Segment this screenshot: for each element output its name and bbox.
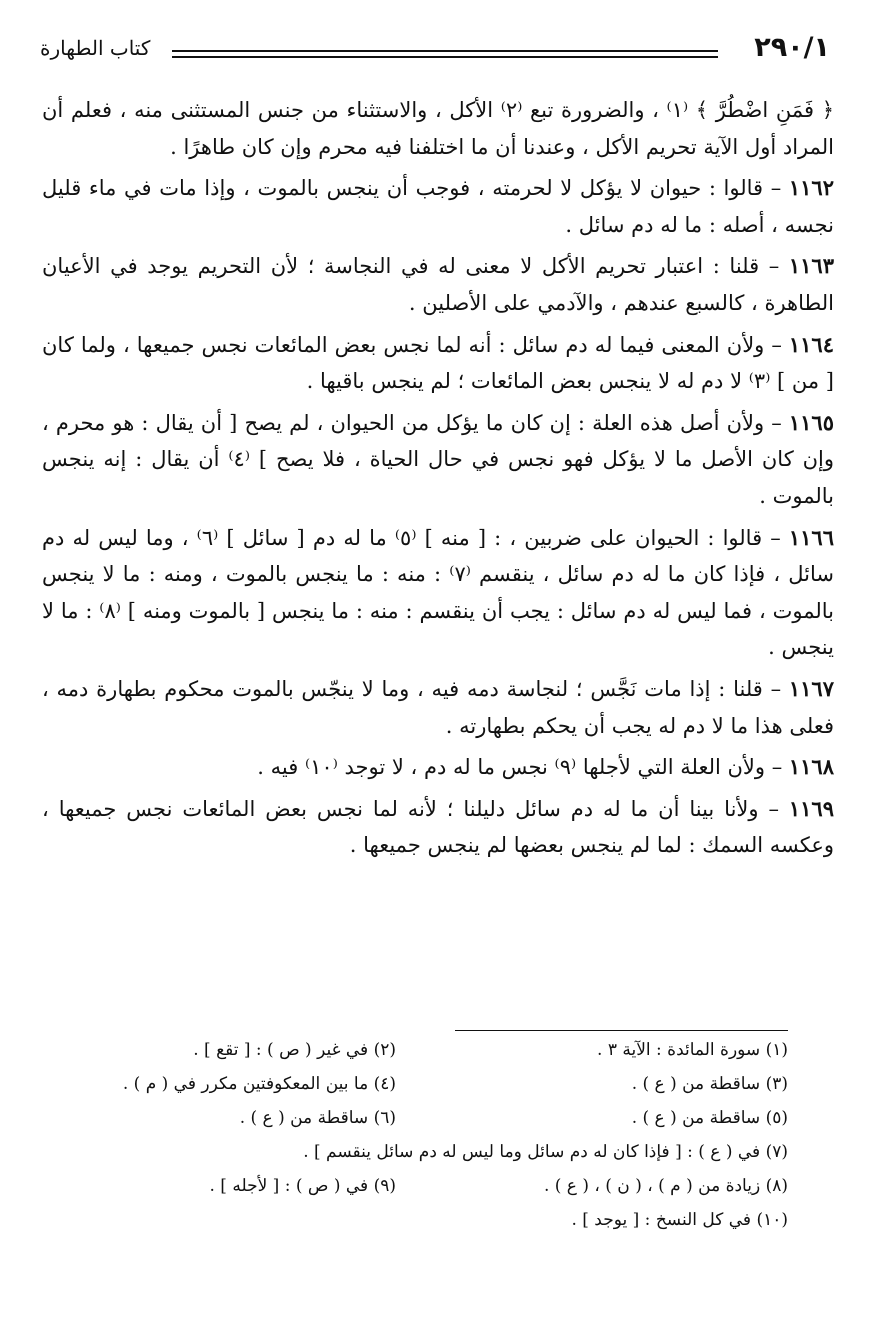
header-double-rule (172, 50, 718, 58)
footnote: (١٠) في كل النسخ : [ يوجد ] . (571, 1210, 788, 1230)
footnote-row (60, 1040, 788, 1074)
paragraph (42, 671, 834, 744)
paragraph-number: ١١٦٩ (788, 795, 834, 821)
footnote-row (60, 1074, 788, 1108)
footnote: (٧) في ( ع ) : [ فإذا كان له دم سائل وما ليس له دم سائل ينقسم ] . (303, 1142, 788, 1162)
page-number: ٢٩٠/١ (754, 32, 830, 63)
paragraph (42, 520, 834, 666)
paragraph-number: ١١٦٦ (788, 524, 834, 550)
footnote-row (60, 1142, 788, 1176)
page-header (40, 28, 830, 68)
footnote-row (60, 1176, 788, 1210)
paragraph (42, 327, 834, 400)
paragraph-text: – ولأنا بينا أن ما له دم سائل دليلنا ؛ لأنه لما نجس بعض المائعات نجس جميعها ، وعكسه السمك : لما لم ينجس بعضها لم ينجس جميعها . (42, 796, 834, 858)
paragraph-number: ١١٦٤ (788, 331, 834, 357)
footnote: (٩) في ( ص ) : [ لأجله ] . (209, 1176, 396, 1196)
main-text (42, 92, 834, 869)
footnote: (١) سورة المائدة : الآية ٣ . (597, 1040, 788, 1060)
paragraph-text: – قالوا : حيوان لا يؤكل لا لحرمته ، فوجب أن ينجس بالموت ، وإذا مات في ماء قليل نجسه ، أصله : ما له دم سائل . (42, 176, 834, 237)
paragraph (42, 248, 834, 321)
footnote: (٥) ساقطة من ( ع ) . (631, 1108, 788, 1128)
footnote: (٤) ما بين المعكوفتين مكرر في ( م ) . (122, 1074, 396, 1094)
paragraph-text: ﴿ فَمَنِ اضْطُرَّ ﴾ ⁽١⁾ ، والضرورة تبع ⁽٢⁾ الأكل ، والاستثناء من جنس المستثنى منه ، فعلم أن المراد أول الآية تحريم الأكل ، وعندنا أن ما اختلفنا فيه محرم وإن كان طاهرًا . (42, 98, 834, 159)
paragraph-text: – ولأن العلة التي لأجلها ⁽٩⁾ نجس ما له دم ، لا توجد ⁽١٠⁾ فيه . (257, 755, 789, 780)
paragraph-number: ١١٦٧ (788, 675, 834, 701)
paragraph-text: – ولأن أصل هذه العلة : إن كان ما يؤكل من الحيوان ، لم يصح [ أن يقال : هو محرم ، وإن كان الأصل ما لا يؤكل فهو نجس في حال الحياة ، فلا يصح ] ⁽٤⁾ أن يقال : إنه ينجس بالموت . (42, 410, 834, 508)
footnote: (٦) ساقطة من ( ع ) . (239, 1108, 396, 1128)
paragraph-number: ١١٦٢ (788, 175, 834, 201)
paragraph (42, 405, 834, 515)
footnotes (60, 1040, 788, 1244)
footnote: (٨) زيادة من ( م ) ، ( ن ) ، ( ع ) . (543, 1176, 788, 1196)
footnote-divider (455, 1030, 788, 1031)
paragraph-text: – ولأن المعنى فيما له دم سائل : أنه لما نجس بعض المائعات نجس جميعها ، ولما كان [ من ] ⁽٣⁾ لا دم له لا ينجس بعض المائعات ؛ لم ينجس باقيها . (42, 332, 834, 394)
paragraph (42, 791, 834, 864)
paragraph-number: ١١٦٨ (788, 754, 834, 780)
paragraph (42, 92, 834, 165)
paragraph-number: ١١٦٣ (788, 253, 834, 279)
paragraph-text: – قالوا : الحيوان على ضربين ، : [ منه ] ⁽٥⁾ ما له دم [ سائل ] ⁽٦⁾ ، وما ليس له دم سائل ، فإذا كان ما له دم سائل ، ينقسم ⁽٧⁾ : منه : ما ينجس بالموت ، ومنه : ما لا ينجس بالموت ، فما ليس له دم سائل : يجب أن ينقسم : منه : ما ينجس [ بالموت ومنه ] ⁽٨⁾ : ما لا ينجس . (42, 525, 834, 660)
footnote: (٢) في غير ( ص ) : [ تقع ] . (193, 1040, 396, 1060)
paragraph (42, 749, 834, 786)
footnote-row (60, 1108, 788, 1142)
paragraph-number: ١١٦٥ (788, 409, 834, 435)
paragraph-text: – قلنا : اعتبار تحريم الأكل لا معنى له في النجاسة ؛ لأن التحريم يوجد في الأعيان الطاهرة ، كالسبع عندهم ، والآدمي على الأصلين . (42, 254, 834, 315)
footnote-row (60, 1210, 788, 1244)
book-title: كتاب الطهارة (40, 36, 151, 60)
footnote: (٣) ساقطة من ( ع ) . (631, 1074, 788, 1094)
paragraph-text: – قلنا : إذا مات نَجَّس ؛ لنجاسة دمه فيه ، وما لا ينجّس بالموت محكوم بطهارة دمه ، فعلى هذا ما لا دم له يجب أن يحكم بطهارته . (42, 676, 834, 738)
paragraph (42, 170, 834, 243)
